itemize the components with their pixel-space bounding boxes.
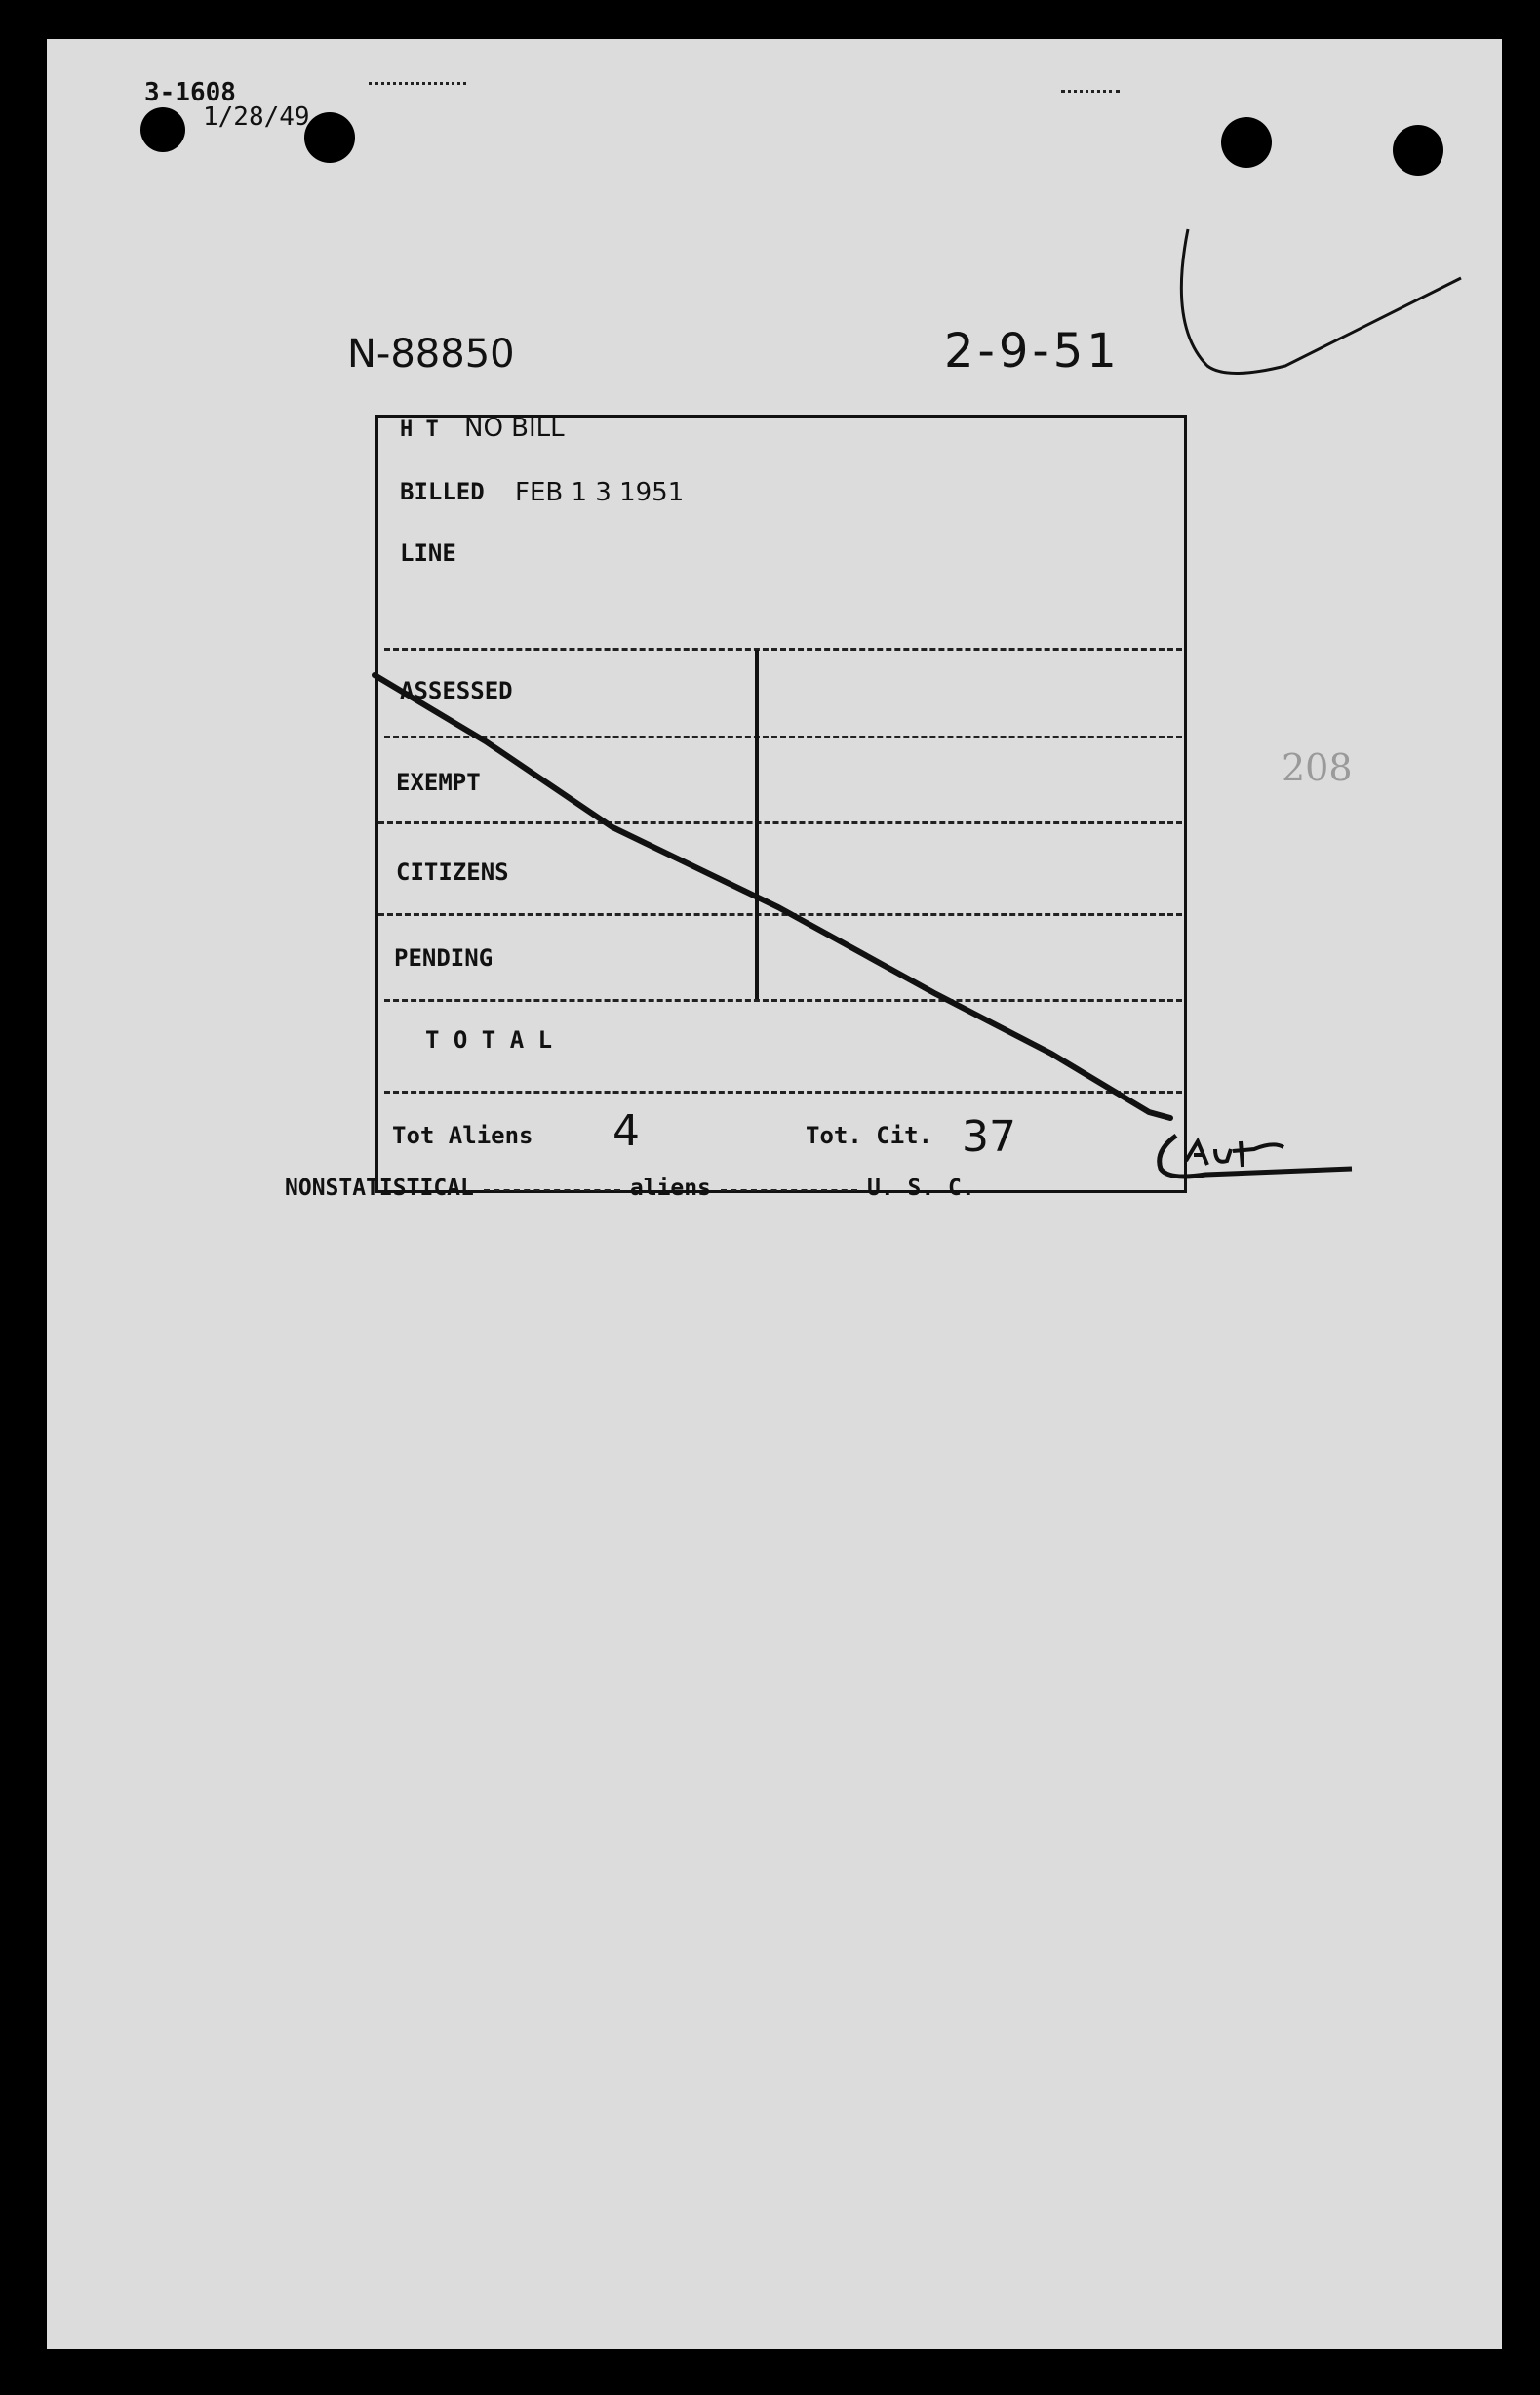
punch-hole-left xyxy=(304,112,355,163)
aliens-label: aliens xyxy=(629,1176,711,1201)
row-exempt-label: EXEMPT xyxy=(396,769,481,796)
document-page xyxy=(47,39,1502,2349)
total-label: T O T A L xyxy=(425,1026,553,1054)
tot-aliens-label: Tot Aliens xyxy=(392,1122,533,1149)
nonstatistical-row xyxy=(285,1176,975,1201)
row-pending-label: PENDING xyxy=(394,944,494,972)
header-line: H T xyxy=(400,418,439,442)
punch-hole-right-2 xyxy=(1393,125,1443,176)
file-number: N-88850 xyxy=(347,332,515,377)
initials-signature xyxy=(1147,1122,1362,1190)
no-bill-stamp: NO BILL xyxy=(464,414,565,443)
tot-cit-value: 37 xyxy=(962,1112,1016,1162)
form-number: 3-1608 xyxy=(144,78,236,107)
nonstatistical-blank xyxy=(484,1189,620,1191)
divider-1 xyxy=(384,648,1182,651)
top-ink-mark xyxy=(369,82,466,85)
check-mark xyxy=(1168,220,1481,415)
usc-label: U. S. C. xyxy=(866,1176,975,1201)
strike-through-line xyxy=(369,663,1178,1132)
handwritten-date: 2-9-51 xyxy=(944,324,1121,379)
top-ink-mark-right xyxy=(1061,90,1120,93)
line-label: LINE xyxy=(400,539,456,567)
tot-cit-label: Tot. Cit. xyxy=(806,1122,933,1149)
billed-date: FEB 1 3 1951 xyxy=(515,478,685,507)
billed-label: BILLED xyxy=(400,478,485,505)
nonstatistical-label: NONSTATISTICAL xyxy=(285,1176,474,1201)
row-citizens-label: CITIZENS xyxy=(396,858,509,886)
tot-aliens-value: 4 xyxy=(612,1106,640,1156)
punch-hole-corner xyxy=(140,107,185,152)
punch-hole-right-1 xyxy=(1221,117,1272,168)
row-assessed-label: ASSESSED xyxy=(400,677,513,704)
page-number: 208 xyxy=(1282,746,1353,789)
usc-blank xyxy=(721,1189,857,1191)
form-date: 1/28/49 xyxy=(203,102,310,132)
